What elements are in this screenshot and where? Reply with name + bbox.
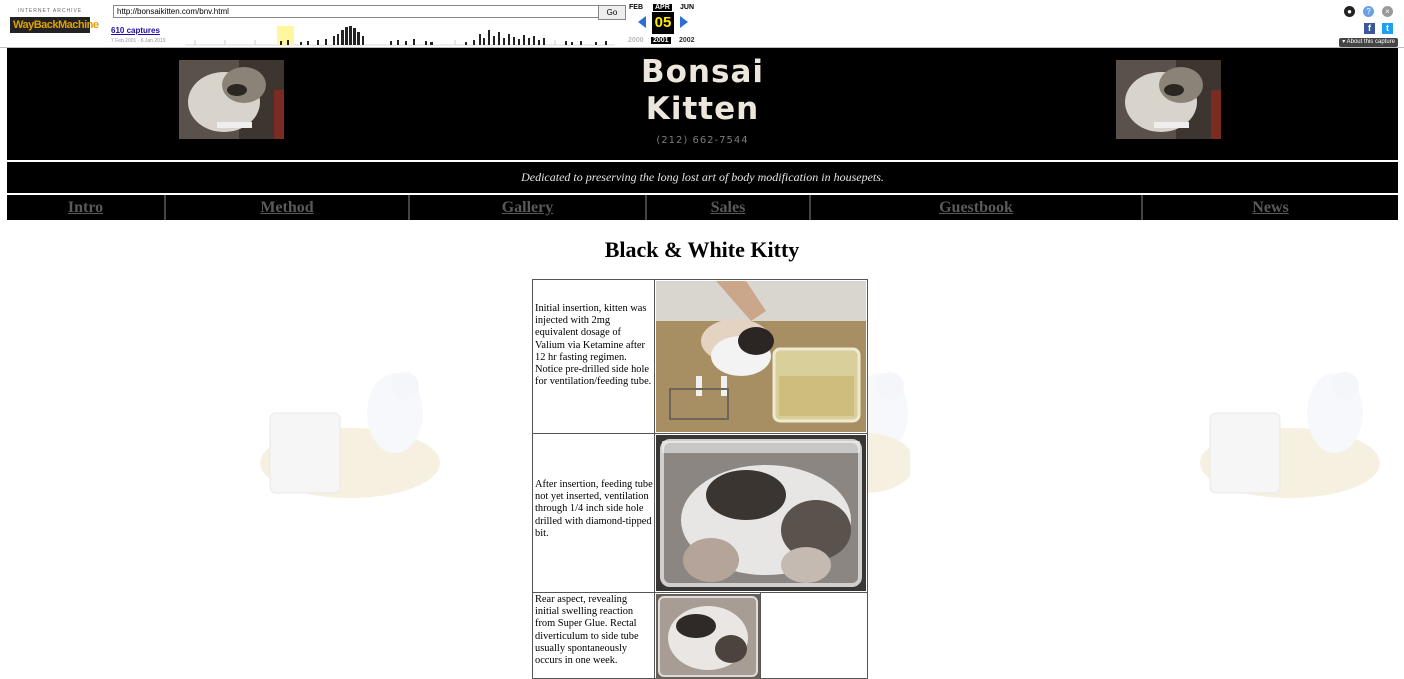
background-kitten-art-left <box>255 368 445 508</box>
site-phone: (212) 662-7544 <box>656 135 749 146</box>
wayback-logo[interactable] <box>10 8 99 40</box>
year-prev[interactable]: 2000 <box>628 37 644 44</box>
capture-day: 05 <box>652 12 674 34</box>
facebook-icon[interactable]: f <box>1364 23 1375 34</box>
wayback-wordmark: WayBackMachine <box>10 17 90 33</box>
table-row <box>533 280 867 434</box>
capture-calendar <box>628 2 708 46</box>
site-nav <box>7 195 1398 220</box>
nav-gallery[interactable]: Gallery <box>410 195 647 220</box>
captures-link[interactable]: 610 captures <box>111 26 160 35</box>
header-cat-image-right <box>1116 60 1221 139</box>
wayback-url-input[interactable]: http://bonsaikitten.com/bnv.html <box>113 5 602 18</box>
prev-capture-arrow-icon[interactable] <box>638 16 646 28</box>
help-icon[interactable]: ? <box>1363 6 1374 17</box>
nav-method[interactable]: Method <box>166 195 410 220</box>
year-current: 2001 <box>653 37 669 44</box>
about-capture-button[interactable]: ▾ About this capture <box>1339 38 1398 47</box>
capture-sparkline[interactable] <box>185 22 615 46</box>
photo-caption: After insertion, feeding tube not yet inserted, ventilation through 1/4 inch side hole drilled with diamond-tipped bit. <box>535 479 653 539</box>
cell-divider <box>654 593 655 679</box>
next-capture-arrow-icon[interactable] <box>680 16 688 28</box>
photo-caption: Initial insertion, kitten was injected with 2mg equivalent dosage of Valium via Ketamine after 12 hr fasting regimen. Notice pre-drilled side hole for ventilation/feeding tube. <box>535 303 652 388</box>
nav-intro[interactable]: Intro <box>7 195 166 220</box>
twitter-icon[interactable]: t <box>1382 23 1393 34</box>
kitten-photo-3 <box>656 594 760 679</box>
site-header <box>7 48 1398 160</box>
photo-table <box>532 279 868 679</box>
close-icon[interactable]: × <box>1382 6 1393 17</box>
page-title: Black & White Kitty <box>604 237 800 262</box>
kitten-photo-2 <box>656 435 866 591</box>
photo-caption: Rear aspect, revealing initial swelling reaction from Super Glue. Rectal diverticulum to side tube usually spontaneously occurs in one week. <box>535 594 639 667</box>
user-icon[interactable]: ● <box>1344 6 1355 17</box>
cell-divider <box>760 593 761 679</box>
cell-divider <box>654 434 655 592</box>
cell-divider <box>654 280 655 433</box>
wayback-go-button[interactable]: Go <box>598 5 626 20</box>
table-row <box>533 593 867 679</box>
nav-guestbook[interactable]: Guestbook <box>811 195 1143 220</box>
month-prev[interactable]: FEB <box>629 4 643 11</box>
capture-date-range: 7 Feb 2001 - 6 Jan 2019 <box>111 38 166 44</box>
year-next[interactable]: 2002 <box>679 37 695 44</box>
wayback-toolbar <box>0 0 1404 48</box>
tagline: Dedicated to preserving the long lost art of body modification in housepets. <box>7 162 1398 193</box>
nav-sales[interactable]: Sales <box>647 195 811 220</box>
month-next[interactable]: JUN <box>680 4 695 11</box>
background-kitten-art-right <box>1195 368 1385 508</box>
kitten-photo-1 <box>656 281 866 432</box>
social-icons <box>1354 23 1394 35</box>
nav-news[interactable]: News <box>1252 199 1289 216</box>
month-current: APR <box>655 4 670 11</box>
table-row <box>533 434 867 593</box>
internet-archive-label: INTERNET ARCHIVE <box>17 8 83 14</box>
wayback-icon-group <box>1344 6 1394 20</box>
site-title: Bonsai Kitten <box>641 54 764 127</box>
